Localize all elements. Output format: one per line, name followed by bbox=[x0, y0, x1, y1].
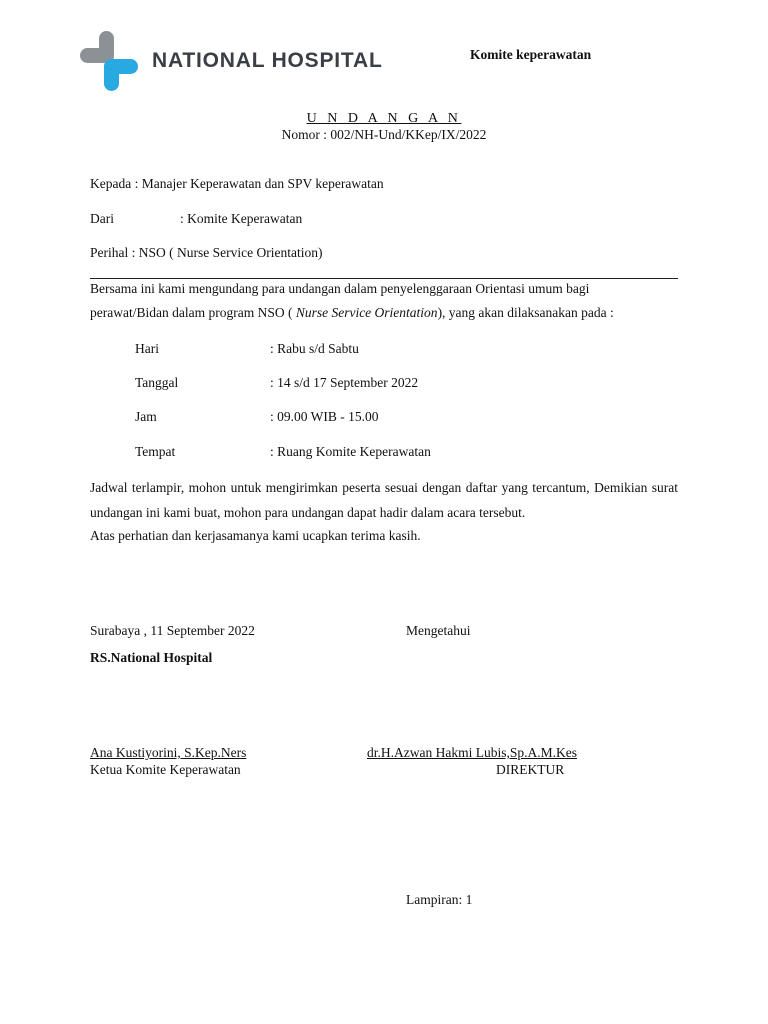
divider-line bbox=[90, 278, 678, 279]
signer-1-name: Ana Kustiyorini, S.Kep.Ners bbox=[90, 745, 247, 760]
committee-label: Komite keperawatan bbox=[470, 47, 592, 62]
detail-value-day: : Rabu s/d Sabtu bbox=[270, 341, 359, 356]
intro-line-1: Bersama ini kami mengundang para undangan dalam penyelenggaraan Orientasi umum bagi bbox=[90, 281, 590, 296]
document-title: U N D A N G A N bbox=[306, 111, 462, 126]
hospital-logo bbox=[76, 28, 386, 94]
attachment-note: Lampiran: 1 bbox=[406, 892, 473, 907]
detail-label-time: Jam bbox=[135, 409, 157, 424]
detail-value-time: : 09.00 WIB - 15.00 bbox=[270, 409, 379, 424]
signer-1-title: Ketua Komite Keperawatan bbox=[90, 762, 241, 777]
signer-2-name: dr.H.Azwan Hakmi Lubis,Sp.A.M.Kes bbox=[367, 745, 577, 760]
detail-label-date: Tanggal bbox=[135, 375, 179, 390]
detail-label-day: Hari bbox=[135, 341, 159, 356]
sender-label: Dari bbox=[90, 211, 114, 226]
intro-text-italic: Nurse Service Orientation bbox=[295, 305, 438, 320]
closing-paragraph: Jadwal terlampir, mohon untuk mengirimkan peserta sesuai dengan daftar yang tercantum, Demikian surat undangan ini kami buat, mohon para undangan dapat hadir dalam acara tersebut. bbox=[90, 480, 678, 520]
detail-value-date: : 14 s/d 17 September 2022 bbox=[270, 375, 419, 390]
place-date: Surabaya , 11 September 2022 bbox=[90, 623, 255, 638]
sender-value: : Komite Keperawatan bbox=[180, 211, 303, 226]
signer-2-title: DIREKTUR bbox=[496, 762, 565, 777]
thanks-line: Atas perhatian dan kerjasamanya kami ucapkan terima kasih. bbox=[90, 528, 421, 543]
detail-value-place: : Ruang Komite Keperawatan bbox=[270, 444, 431, 459]
document-number: Nomor : 002/NH-Und/KKep/IX/2022 bbox=[281, 127, 487, 142]
subject-line: Perihal : NSO ( Nurse Service Orientation) bbox=[90, 245, 323, 260]
medical-cross-icon bbox=[76, 28, 142, 94]
acknowledged-label: Mengetahui bbox=[406, 623, 471, 638]
detail-label-place: Tempat bbox=[135, 444, 176, 459]
institution-name: RS.National Hospital bbox=[90, 650, 213, 665]
logo-text: NATIONAL HOSPITAL bbox=[152, 49, 383, 72]
recipient-line: Kepada : Manajer Keperawatan dan SPV keperawatan bbox=[90, 176, 384, 191]
intro-text-post: ), yang akan dilaksanakan pada : bbox=[437, 305, 614, 320]
intro-line-2 bbox=[90, 305, 614, 322]
intro-text-pre: perawat/Bidan dalam program NSO ( bbox=[90, 305, 296, 320]
